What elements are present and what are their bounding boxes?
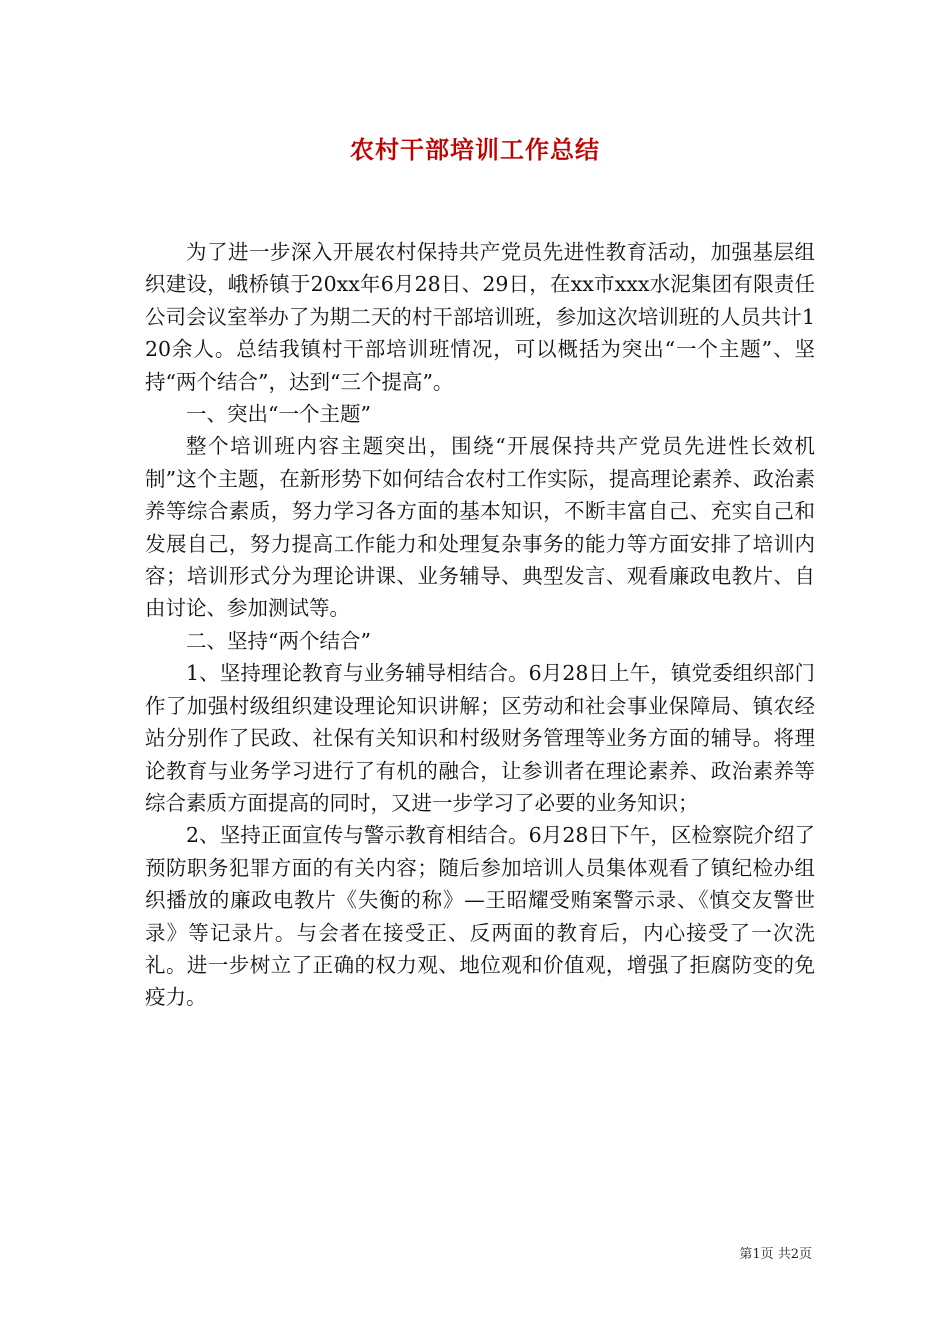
page-number: 第1页 共2页: [739, 1247, 812, 1262]
document-body: [145, 236, 815, 1014]
document-title: 农村干部培训工作总结: [350, 135, 600, 164]
section-heading-1: 一、突出“一个主题”: [186, 402, 371, 427]
section-2-item-1: 1、坚持理论教育与业务辅导相结合。6月28日上午，镇党委组织部门作了加强村级组织建设理论知识讲解；区劳动和社会事业保障局、镇农经站分别作了民政、社保有关知识和村级财务管理等业务方面的辅导。将理论教育与业务学习进行了有机的融合，让参训者在理论素养、政治素养等综合素质方面提高的同时，又进一步学习了必要的业务知识；: [145, 661, 815, 815]
section-heading-2: 二、坚持“两个结合”: [186, 628, 371, 653]
intro-paragraph: 为了进一步深入开展农村保持共产党员先进性教育活动，加强基层组织建设，峨桥镇于20xx年6月28日、29日，在xx市xxx水泥集团有限责任公司会议室举办了为期二天的村干部培训班，参加这次培训班的人员共计120余人。总结我镇村干部培训班情况，可以概括为突出“一个主题”、坚持“两个结合”，达到“三个提高”。: [145, 240, 815, 394]
section-1-paragraph: 整个培训班内容主题突出，围绕“开展保持共产党员先进性长效机制”这个主题，在新形势下如何结合农村工作实际，提高理论素养、政治素养等综合素质，努力学习各方面的基本知识，不断丰富自己、充实自己和发展自己，努力提高工作能力和处理复杂事务的能力等方面安排了培训内容；培训形式分为理论讲课、业务辅导、典型发言、观看廉政电教片、自由讨论、参加测试等。: [145, 434, 815, 621]
section-2-item-2: 2、坚持正面宣传与警示教育相结合。6月28日下午，区检察院介绍了预防职务犯罪方面的有关内容；随后参加培训人员集体观看了镇纪检办组织播放的廉政电教片《失衡的称》—王昭耀受贿案警示录、《慎交友警世录》等记录片。与会者在接受正、反两面的教育后，内心接受了一次洗礼。进一步树立了正确的权力观、地位观和价值观，增强了拒腐防变的免疫力。: [145, 823, 815, 1010]
